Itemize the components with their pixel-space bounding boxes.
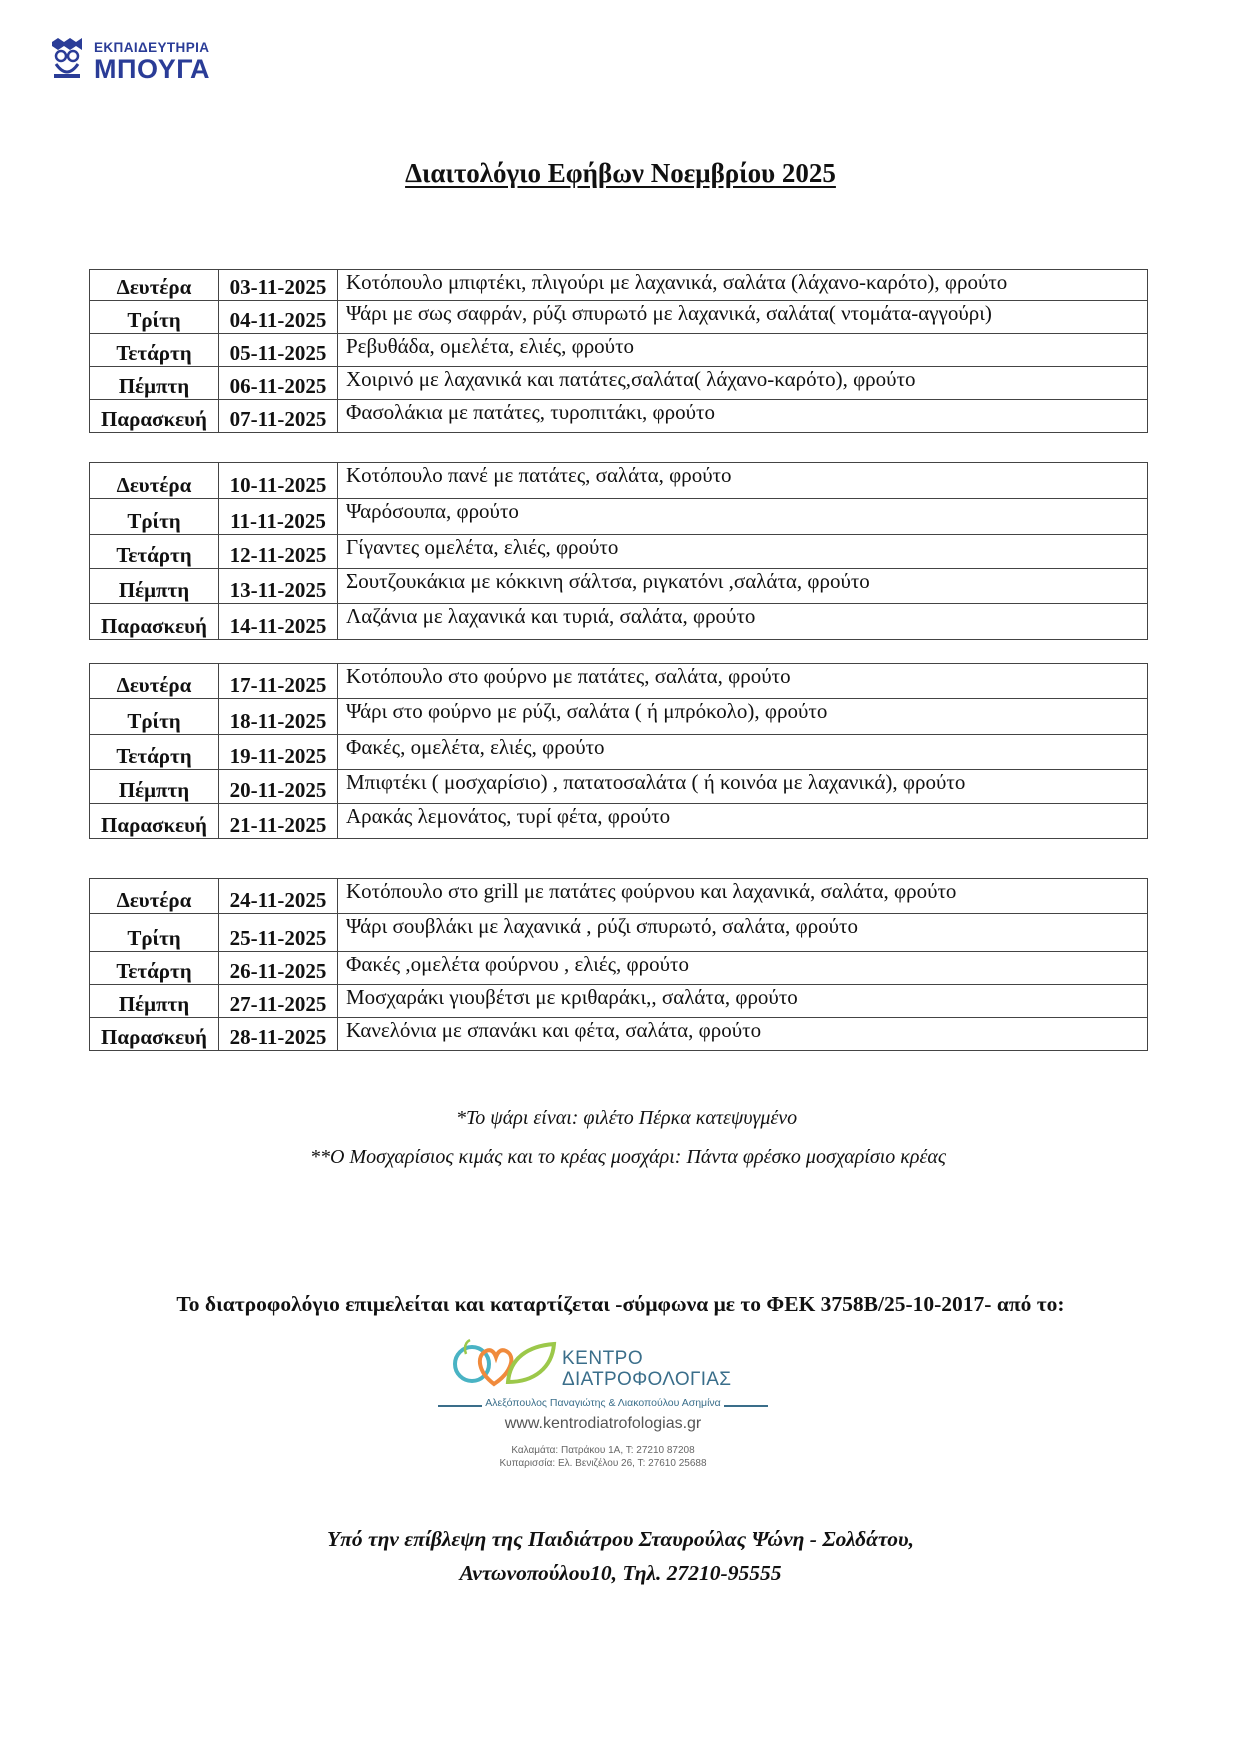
date-cell: 14-11-2025 xyxy=(219,604,338,640)
day-cell: Τετάρτη xyxy=(90,735,219,770)
day-cell: Τετάρτη xyxy=(90,334,219,367)
meal-cell: Μπιφτέκι ( μοσχαρίσιο) , πατατοσαλάτα ( ή κοινόα με λαχανικά), φρούτο xyxy=(338,770,1148,804)
supervision-line2: Αντωνοπούλου10, Τηλ. 27210-95555 xyxy=(459,1561,782,1585)
date-cell: 12-11-2025 xyxy=(219,535,338,569)
date-cell: 05-11-2025 xyxy=(219,334,338,367)
table-row xyxy=(90,499,1148,535)
date-cell: 26-11-2025 xyxy=(219,952,338,985)
day-cell: Παρασκευή xyxy=(90,604,219,640)
week-2-table xyxy=(89,462,1148,640)
day-cell: Πέμπτη xyxy=(90,985,219,1018)
table-row xyxy=(90,985,1148,1018)
date-cell: 11-11-2025 xyxy=(219,499,338,535)
meal-cell: Αρακάς λεμονάτος, τυρί φέτα, φρούτο xyxy=(338,804,1148,839)
date-cell: 19-11-2025 xyxy=(219,735,338,770)
date-cell: 25-11-2025 xyxy=(219,914,338,952)
day-cell: Παρασκευή xyxy=(90,804,219,839)
day-cell: Τετάρτη xyxy=(90,952,219,985)
meal-cell: Χοιρινό με λαχανικά και πατάτες,σαλάτα( λάχανο-καρότο), φρούτο xyxy=(338,367,1148,400)
table-row xyxy=(90,367,1148,400)
date-cell: 04-11-2025 xyxy=(219,301,338,334)
table-row xyxy=(90,804,1148,839)
meal-cell: Κανελόνια με σπανάκι και φέτα, σαλάτα, φρούτο xyxy=(338,1018,1148,1051)
meal-cell: Μοσχαράκι γιουβέτσι με κριθαράκι,, σαλάτα, φρούτο xyxy=(338,985,1148,1018)
center-website: www.kentrodiatrofologias.gr xyxy=(504,1415,702,1432)
day-cell: Τετάρτη xyxy=(90,535,219,569)
day-cell: Δευτέρα xyxy=(90,270,219,301)
date-cell: 18-11-2025 xyxy=(219,699,338,735)
day-cell: Δευτέρα xyxy=(90,463,219,499)
school-name-main: ΜΠΟΥΓΑ xyxy=(94,54,211,84)
day-cell: Πέμπτη xyxy=(90,367,219,400)
day-cell: Πέμπτη xyxy=(90,770,219,804)
center-name-line1: ΚΕΝΤΡΟ xyxy=(562,1348,644,1369)
meal-cell: Σουτζουκάκια με κόκκινη σάλτσα, ριγκατόνι ,σαλάτα, φρούτο xyxy=(338,569,1148,604)
date-cell: 17-11-2025 xyxy=(219,664,338,699)
day-cell: Παρασκευή xyxy=(90,400,219,433)
table-row xyxy=(90,463,1148,499)
day-cell: Τρίτη xyxy=(90,499,219,535)
date-cell: 03-11-2025 xyxy=(219,270,338,301)
meal-cell: Λαζάνια με λαχανικά και τυριά, σαλάτα, φρούτο xyxy=(338,604,1148,640)
table-row xyxy=(90,735,1148,770)
meal-cell: Ψαρόσουπα, φρούτο xyxy=(338,499,1148,535)
meal-cell: Φακές ,ομελέτα φούρνου , ελιές, φρούτο xyxy=(338,952,1148,985)
meal-cell: Ψάρι με σως σαφράν, ρύζι σπυρωτό με λαχανικά, σαλάτα( ντομάτα-αγγούρι) xyxy=(338,301,1148,334)
meal-cell: Φασολάκια με πατάτες, τυροπιτάκι, φρούτο xyxy=(338,400,1148,433)
day-cell: Τρίτη xyxy=(90,914,219,952)
date-cell: 20-11-2025 xyxy=(219,770,338,804)
table-row xyxy=(90,879,1148,914)
table-row xyxy=(90,535,1148,569)
table-row xyxy=(90,699,1148,735)
table-row xyxy=(90,270,1148,301)
center-address-2: Κυπαρισσία: Ελ. Βενιζέλου 26, Τ: 27610 25688 xyxy=(499,1458,707,1469)
meal-cell: Φακές, ομελέτα, ελιές, φρούτο xyxy=(338,735,1148,770)
meal-cell: Κοτόπουλο πανέ με πατάτες, σαλάτα, φρούτο xyxy=(338,463,1148,499)
owl-emblem-icon xyxy=(48,36,86,82)
table-row xyxy=(90,770,1148,804)
center-owners xyxy=(438,1397,768,1409)
day-cell: Δευτέρα xyxy=(90,879,219,914)
table-row xyxy=(90,952,1148,985)
week-1-table xyxy=(89,269,1148,433)
table-row xyxy=(90,914,1148,952)
center-address-1: Καλαμάτα: Πατράκου 1Α, Τ: 27210 87208 xyxy=(511,1445,695,1456)
table-row xyxy=(90,301,1148,334)
page-title: Διαιτολόγιο Εφήβων Νοεμβρίου 2025 xyxy=(405,158,836,188)
supervision-line1: Υπό την επίβλεψη της Παιδιάτρου Σταυρούλας Ψώνη - Σολδάτου, xyxy=(327,1527,914,1551)
date-cell: 24-11-2025 xyxy=(219,879,338,914)
date-cell: 27-11-2025 xyxy=(219,985,338,1018)
table-row xyxy=(90,1018,1148,1051)
meal-cell: Κοτόπουλο στο grill με πατάτες φούρνου και λαχανικά, σαλάτα, φρούτο xyxy=(338,879,1148,914)
school-name-top: ΕΚΠΑΙΔΕΥΤΗΡΙΑ xyxy=(94,40,210,55)
nutrition-center-logo xyxy=(438,1336,768,1486)
date-cell: 13-11-2025 xyxy=(219,569,338,604)
meal-cell: Ψάρι σουβλάκι με λαχανικά , ρύζι σπυρωτό, σαλάτα, φρούτο xyxy=(338,914,1148,952)
date-cell: 07-11-2025 xyxy=(219,400,338,433)
compiled-by-statement: Το διατροφολόγιο επιμελείται και καταρτίζεται -σύμφωνα με το ΦΕΚ 3758Β/25-10-2017- από το: xyxy=(176,1292,1065,1316)
center-name-line2: ΔΙΑΤΡΟΦΟΛΟΓΙΑΣ xyxy=(562,1369,732,1390)
heart-leaf-logo-icon xyxy=(448,1336,558,1392)
meal-cell: Ρεβυθάδα, ομελέτα, ελιές, φρούτο xyxy=(338,334,1148,367)
date-cell: 10-11-2025 xyxy=(219,463,338,499)
date-cell: 28-11-2025 xyxy=(219,1018,338,1051)
date-cell: 06-11-2025 xyxy=(219,367,338,400)
week-4-table xyxy=(89,878,1148,1051)
table-row xyxy=(90,664,1148,699)
day-cell: Τρίτη xyxy=(90,699,219,735)
meal-cell: Κοτόπουλο στο φούρνο με πατάτες, σαλάτα, φρούτο xyxy=(338,664,1148,699)
table-row xyxy=(90,334,1148,367)
date-cell: 21-11-2025 xyxy=(219,804,338,839)
day-cell: Τρίτη xyxy=(90,301,219,334)
week-3-table xyxy=(89,663,1148,839)
school-logo xyxy=(48,36,238,86)
fish-note: *Το ψάρι είναι: φιλέτο Πέρκα κατεψυγμένο xyxy=(456,1107,798,1129)
beef-note: **Ο Μοσχαρίσιος κιμάς και το κρέας μοσχάρι: Πάντα φρέσκο μοσχαρίσιο κρέας xyxy=(310,1146,946,1168)
owners-text: Αλεξόπουλος Παναγιώτης & Λιακοπούλου Ασημίνα xyxy=(482,1397,724,1409)
table-row xyxy=(90,569,1148,604)
day-cell: Παρασκευή xyxy=(90,1018,219,1051)
table-row xyxy=(90,400,1148,433)
table-row xyxy=(90,604,1148,640)
meal-cell: Ψάρι στο φούρνο με ρύζι, σαλάτα ( ή μπρόκολο), φρούτο xyxy=(338,699,1148,735)
meal-cell: Γίγαντες ομελέτα, ελιές, φρούτο xyxy=(338,535,1148,569)
meal-cell: Κοτόπουλο μπιφτέκι, πλιγούρι με λαχανικά, σαλάτα (λάχανο-καρότο), φρούτο xyxy=(338,270,1148,301)
day-cell: Δευτέρα xyxy=(90,664,219,699)
day-cell: Πέμπτη xyxy=(90,569,219,604)
